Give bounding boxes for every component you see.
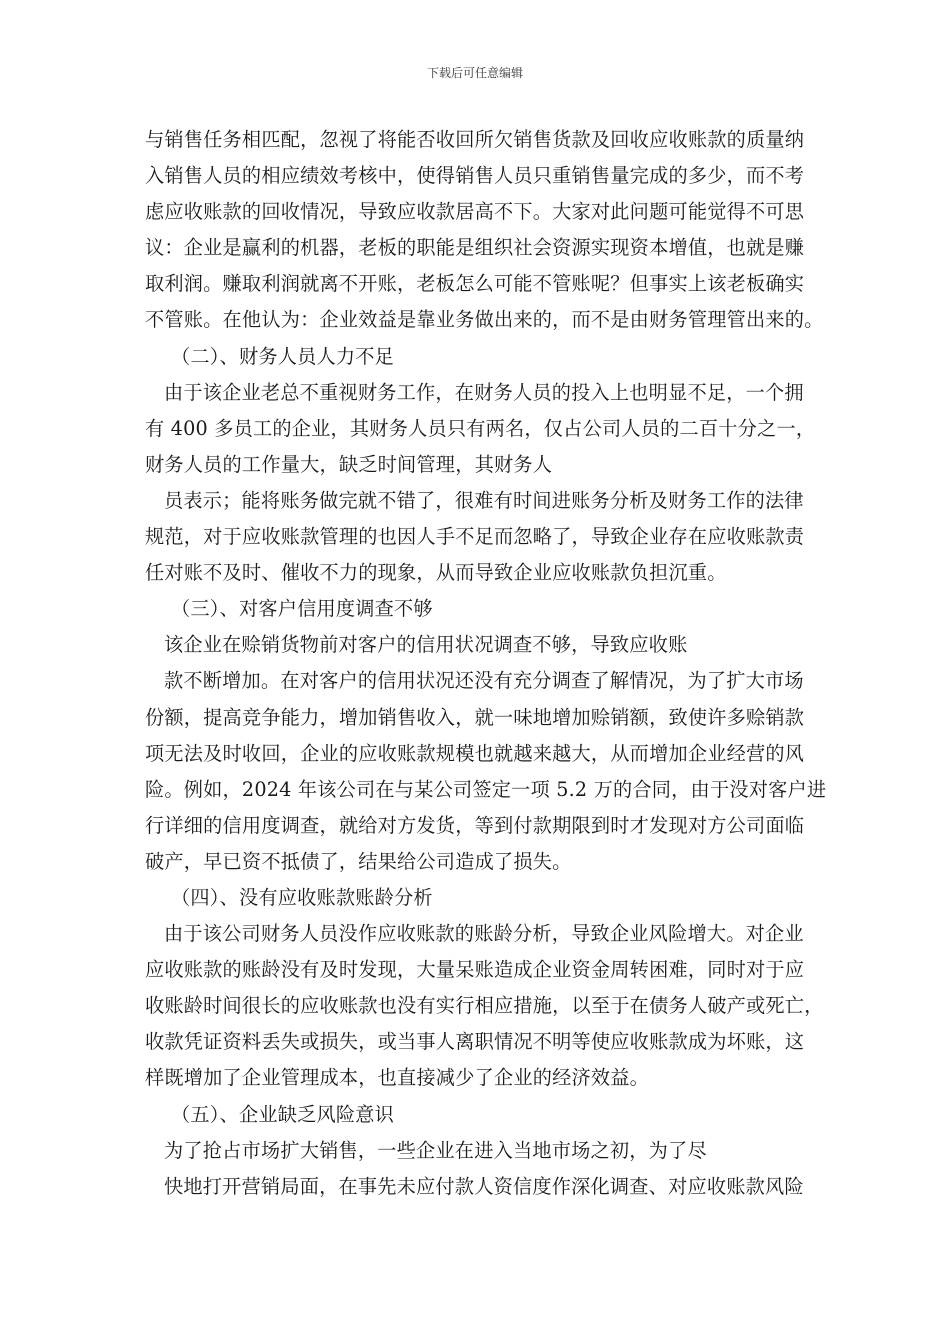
text-line: 应收账款的账龄没有及时发现，大量呆账造成企业资金周转困难，同时对于应 xyxy=(145,958,805,982)
section-heading: （五）、企业缺乏风险意识 xyxy=(171,1102,395,1126)
text-line: 快地打开营销局面，在事先未应付款人资信度作深化调查、对应收账款风险 xyxy=(164,1174,804,1198)
text-line: 有 400 多员工的企业，其财务人员只有两名，仅占公司人员的二百十分之一， xyxy=(145,416,816,440)
text-line: 险。例如，2024 年该公司在与某公司签定一项 5.2 万的合同，由于没对客户进 xyxy=(145,777,827,801)
text-line: 财务人员的工作量大，缺乏时间管理，其财务人 xyxy=(145,452,553,476)
text-line: 行详细的信用度调查，就给对方发货，等到付款期限到时才发现对方公司面临 xyxy=(145,813,805,837)
text-line: 入销售人员的相应绩效考核中，使得销售人员只重销售量完成的多少，而不考 xyxy=(145,164,805,188)
text-line: 与销售任务相匹配，忽视了将能否收回所欠销售货款及回收应收账款的质量纳 xyxy=(145,128,805,151)
page-header: 下载后可任意编辑 xyxy=(426,66,523,80)
text-line: 收款凭证资料丢失或损失，或当事人离职情况不明等使应收账款成为坏账，这 xyxy=(145,1030,805,1054)
text-line: 为了抢占市场扩大销售，一些企业在进入当地市场之初，为了尽 xyxy=(164,1138,707,1162)
text-line: 员表示；能将账务做完就不错了，很难有时间进账务分析及财务工作的法律 xyxy=(164,488,804,512)
text-line: 项无法及时收回，企业的应收账款规模也就越来越大，从而增加企业经营的风 xyxy=(145,741,805,765)
text-line: 虑应收账款的回收情况，导致应收款居高不下。大家对此问题可能觉得不可思 xyxy=(145,200,805,224)
text-line: 议：企业是赢利的机器，老板的职能是组织社会资源实现资本增值，也就是赚 xyxy=(145,236,805,260)
text-line: 款不断增加。在对客户的信用状况还没有充分调查了解情况，为了扩大市场 xyxy=(164,669,804,693)
text-line: 收账龄时间很长的应收账款也没有实行相应措施，以至于在债务人破产或死亡， xyxy=(145,994,824,1018)
text-line: 规范，对于应收账款管理的也因人手不足而忽略了，导致企业存在应收账款责 xyxy=(145,525,805,549)
text-line: 破产，早已资不抵债了，结果给公司造成了损失。 xyxy=(145,849,572,873)
text-line: 取利润。赚取利润就离不开账，老板怎么可能不管账呢？但事实上该老板确实 xyxy=(145,272,805,296)
text-line: 该企业在赊销货物前对客户的信用状况调查不够，导致应收账 xyxy=(164,633,688,657)
text-line: 由于该公司财务人员没作应收账款的账龄分析，导致企业风险增大。对企业 xyxy=(164,922,804,946)
text-line: 份额，提高竞争能力，增加销售收入，就一味地增加赊销额，致使许多赊销款 xyxy=(145,705,805,729)
text-line: 任对账不及时、催收不力的现象，从而导致企业应收账款负担沉重。 xyxy=(145,561,727,585)
document-body xyxy=(145,122,827,1205)
section-heading: （四）、没有应收账款账龄分析 xyxy=(171,885,433,909)
section-heading: （三）、对客户信用度调查不够 xyxy=(171,597,433,621)
text-line: 由于该企业老总不重视财务工作，在财务人员的投入上也明显不足，一个拥 xyxy=(164,380,804,404)
section-heading: （二）、财务人员人力不足 xyxy=(171,344,395,368)
text-line: 不管账。在他认为：企业效益是靠业务做出来的，而不是由财务管理管出来的。 xyxy=(145,308,824,332)
text-line: 样既增加了企业管理成本，也直接减少了企业的经济效益。 xyxy=(145,1066,650,1090)
